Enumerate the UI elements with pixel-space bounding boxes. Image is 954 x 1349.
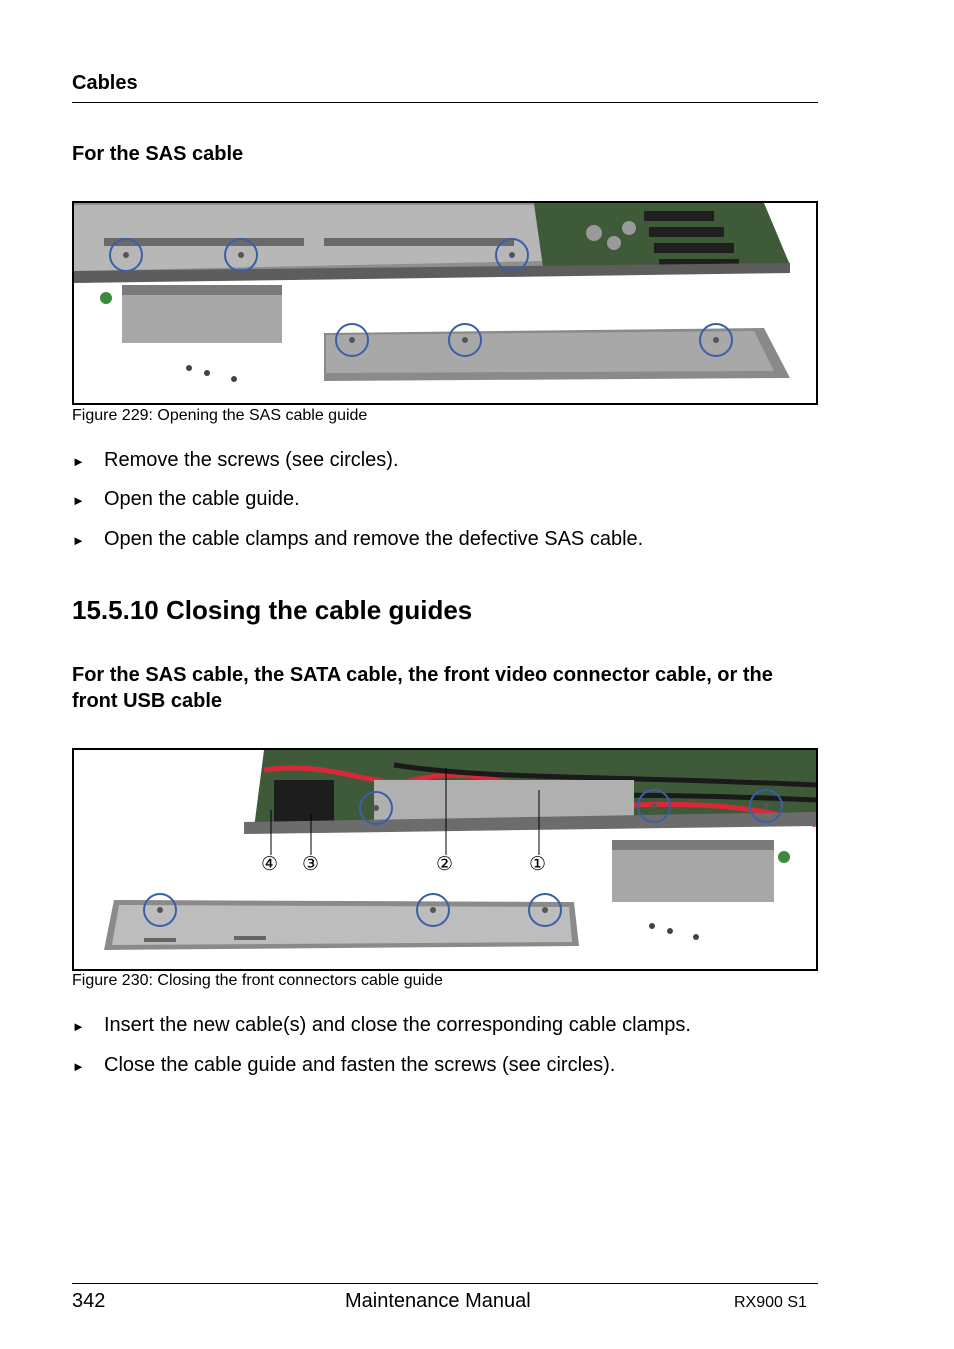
callout-2: ② [436, 853, 454, 875]
footer-title: Maintenance Manual [345, 1290, 531, 1312]
footer-rule [72, 1283, 818, 1284]
step-insert-cable [72, 1014, 691, 1037]
step-open-guide [72, 488, 300, 511]
subsection-title-all-cables [72, 662, 773, 714]
subsection-title-sas: For the SAS cable [72, 143, 244, 165]
step-text: Open the cable guide. [104, 488, 300, 510]
figure-230-caption: Figure 230: Closing the front connectors cable guide [72, 972, 443, 989]
bullet-arrow-icon: ► [72, 533, 85, 548]
footer-model: RX900 S1 [734, 1294, 807, 1311]
callout-1: ① [529, 853, 547, 875]
step-text: Open the cable clamps and remove the defective SAS cable. [104, 528, 644, 550]
bullet-arrow-icon: ► [72, 454, 85, 469]
step-text: Remove the screws (see circles). [104, 449, 399, 471]
subsection-title-line2: front USB cable [72, 690, 223, 712]
bullet-arrow-icon: ► [72, 1059, 85, 1074]
step-close-guide [72, 1054, 615, 1077]
step-text: Insert the new cable(s) and close the corresponding cable clamps. [104, 1014, 691, 1036]
subsection-title-line1: For the SAS cable, the SATA cable, the front video connector cable, or the [72, 664, 773, 686]
header-rule [72, 102, 818, 103]
callout-3: ③ [302, 853, 320, 875]
page-number: 342 [72, 1290, 106, 1312]
bullet-arrow-icon: ► [72, 1019, 85, 1034]
figure-229-image [72, 201, 818, 405]
figure-230-image [72, 748, 818, 971]
step-remove-screws [72, 449, 399, 472]
section-header: Cables [72, 72, 138, 94]
step-remove-cable [72, 528, 643, 551]
figure-229-photo [74, 203, 816, 403]
bullet-arrow-icon: ► [72, 493, 85, 508]
chapter-title: 15.5.10 Closing the cable guides [72, 595, 473, 625]
callout-4: ④ [261, 853, 279, 875]
figure-229-caption: Figure 229: Opening the SAS cable guide [72, 407, 368, 424]
step-text: Close the cable guide and fasten the screws (see circles). [104, 1054, 616, 1076]
